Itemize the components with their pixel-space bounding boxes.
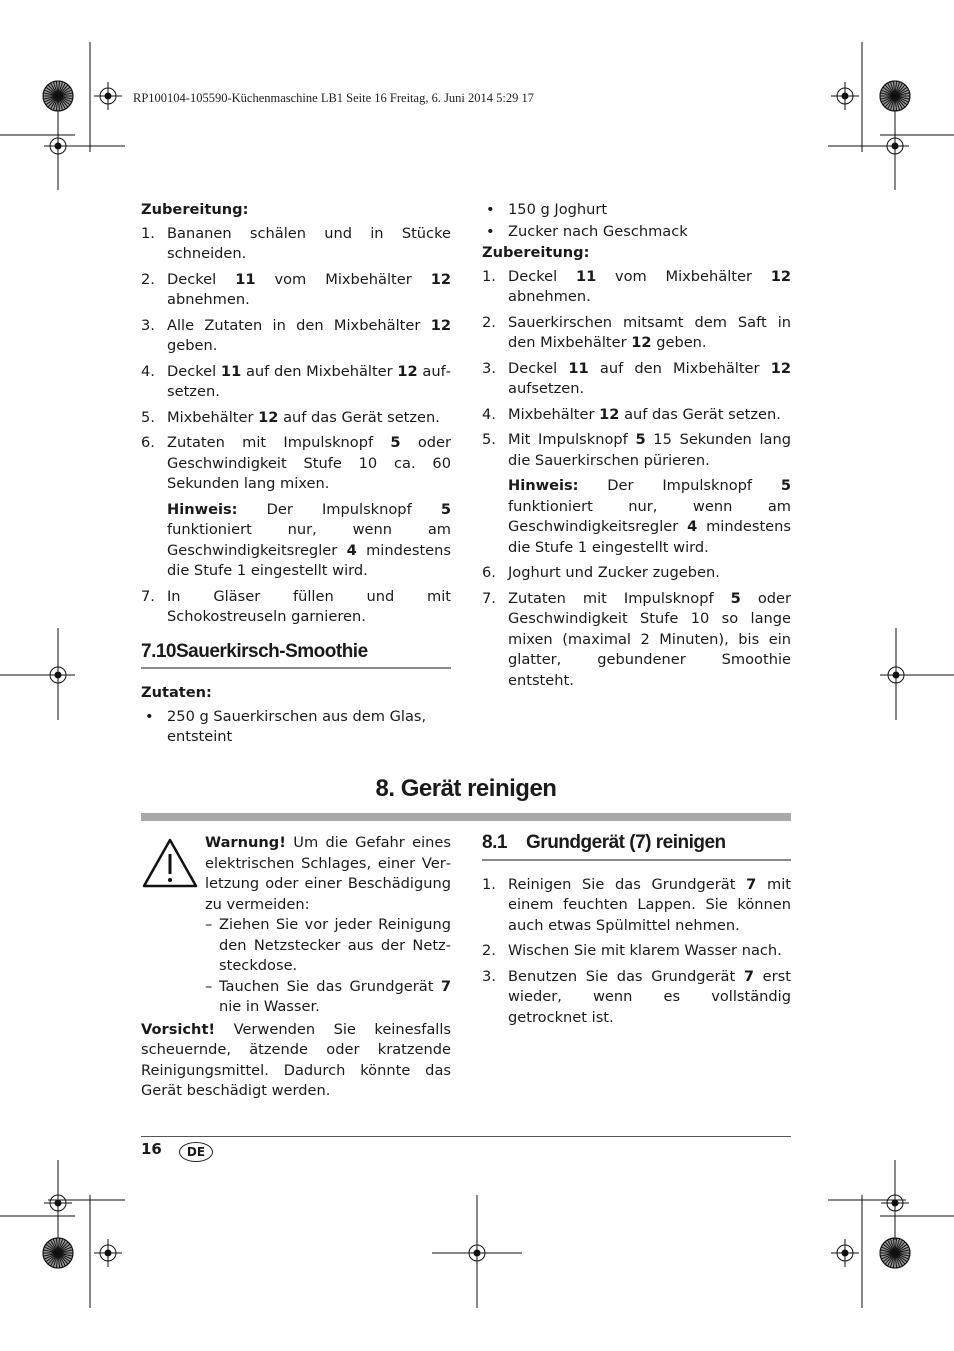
text-part: abnehmen. [508,288,591,305]
step-item [141,316,451,357]
text-part: Der Impulsknopf [237,500,441,518]
prep-title-left: Zubereitung: [141,201,249,218]
warning-item-text [219,978,451,1016]
ingredient-text: 150 g Joghurt [508,201,608,218]
part-number-ref: 12 [258,408,279,426]
registration-circle [55,143,61,149]
step-number: 7. [141,587,155,605]
step-number: 6. [141,434,155,451]
section-heading-7-10: 7.10Sauerkirsch-Smoothie [141,642,451,670]
language-badge: DE [179,1142,213,1162]
text-part: Mit Impulsknopf [508,431,636,448]
text-part: erst wieder, wenn es vollständig getrocknet ist. [508,967,791,1026]
text-part: auf den Mixbehälter [241,362,398,380]
step-number: 7. [482,589,496,607]
ingredient-text: Zucker nach Geschmack [508,222,688,240]
text-part: funktioniert nur, wenn am Geschwindigkeitsregler [508,497,791,535]
bullet-icon: • [486,222,495,240]
step-text [508,590,791,689]
prep-steps-right [482,267,791,472]
section-8-1 [482,833,791,1033]
text-part: geben. [167,337,218,354]
step-number: 1. [482,267,496,285]
step-text [508,876,791,934]
part-number-ref: 11 [568,359,589,377]
text-part: Ziehen Sie vor jeder Reinigung den Netzstecker aus der Netzsteckdose. [219,916,451,974]
step-item [482,875,791,937]
step-item [482,359,791,400]
ingredients-title: Zutaten: [141,684,212,701]
text-part: vom Mixbehälter [596,267,771,285]
text-part: mindestens die Stufe 1 eingestellt wird. [167,541,451,579]
step-text [508,968,791,1026]
warning-item [205,915,451,977]
note-label: Hinweis: [167,500,238,518]
dash-marker: – [205,977,213,995]
text-part: auf das Gerät setzen. [619,405,781,423]
text-part: Deckel [167,362,221,380]
note-label: Hinweis: [508,477,579,494]
step-number: 4. [482,405,496,423]
warning-items [205,915,451,1018]
text-part: oder Geschwindigkeit Stufe 10 so lange mixen (maximal 2 Minuten), bis ein glatter, gebundener Smoothie entsteht. [508,589,792,689]
registration-circle [105,1250,111,1256]
step-text: Wischen Sie mit klarem Wasser nach. [508,942,782,959]
text-part: auf das Gerät setzen. [278,408,440,426]
bullet-icon: • [486,201,495,218]
step-number: 4. [141,362,155,380]
step-text [508,360,791,398]
step-text [167,409,440,426]
part-number-ref: 11 [575,267,597,285]
text-part: aufsetzen. [508,380,585,397]
warning-triangle-icon [141,837,199,889]
print-slug: RP100104-105590-Küchenmaschine LB1 Seite 16 Freitag, 6. Juni 2014 5:29 17 [133,91,535,105]
text-part: Mixbehälter [508,405,600,423]
text-part: Zutaten mit Impulsknopf [508,589,731,607]
footer-rule [141,1136,791,1137]
text-part: aufsetzen. [167,362,451,400]
step-number: 1. [482,875,496,893]
text-part: 15 Sekunden lang die Sauerkirschen pürieren. [508,431,791,469]
step-number: 3. [482,967,496,985]
step-item [482,563,791,584]
text-part: Deckel [508,267,576,285]
step-item [482,941,791,962]
dash-marker: – [205,916,213,933]
step-text [508,431,791,469]
chapter-8 [141,775,791,821]
step-number: 5. [482,431,496,448]
step-item [482,967,791,1029]
part-number-ref: 4 [346,541,357,559]
text-part: geben. [651,334,707,351]
step-item [141,433,451,495]
text-part: Benutzen Sie das Grundgerät [508,967,744,985]
text-part: mit einem feuchten Lappen. Sie können auch etwas Spülmittel nehmen. [508,875,791,934]
text-part: Deckel [508,359,569,377]
step-number: 3. [482,359,496,377]
chapter-heading: 8. Gerät reinigen [375,775,557,802]
part-number-ref: 5 [440,500,451,518]
ingredient-item [482,200,791,221]
text-part: oder Geschwindigkeit Stufe 10 ca. 60 Sekunden lang mixen. [167,434,452,492]
ingredients-list-left [141,707,451,748]
text-part: funktioniert nur, wenn am Geschwindigkeitsregler [167,521,451,559]
part-number-ref: 12 [599,405,620,423]
step-item [482,267,791,308]
step-text: Bananen schälen und in Stücke schneiden. [167,224,451,262]
text-part: Sauerkirschen mitsamt dem Saft in den Mixbehälter [508,313,791,351]
part-number-ref: 11 [220,362,242,380]
caution-body: Verwenden Sie keinesfalls scheuernde, ätzende oder kratzende Reinigungsmittel. Dadurch könnte das Gerät beschädigt werden. [141,1020,451,1099]
part-number-ref: 5 [635,431,646,448]
part-number-ref: 12 [430,270,452,288]
step-text [508,406,781,423]
part-number-ref: 5 [780,477,791,494]
note-right [482,476,791,558]
step-item [482,405,791,426]
text-part: vom Mixbehälter [255,270,431,288]
part-number-ref: 4 [687,518,698,535]
text-part: Tauchen Sie das Grundgerät [219,977,441,995]
text-part: nie in Wasser. [219,998,320,1015]
ingredient-text: 250 g Sauerkirschen aus dem Glas, entsteint [167,707,427,745]
step-text: Joghurt und Zucker zugeben. [508,564,720,581]
prep-title-right: Zubereitung: [482,244,590,261]
step-item [141,224,451,265]
text-part: Reinigen Sie das Grundgerät [508,875,747,893]
part-number-ref: 12 [430,316,451,334]
ingredients-list-right [482,200,791,242]
section-heading-8-1: 8.1 Grundgerät (7) reinigen [482,833,791,861]
step-number: 2. [141,270,155,288]
part-number-ref: 5 [730,589,741,607]
warning-column [141,833,451,1102]
step-item [141,587,451,628]
step-item [141,270,451,311]
part-number-ref: 11 [235,270,256,288]
text-part: Der Impulsknopf [578,477,781,494]
page-number: 16 [141,1140,162,1158]
step-item [482,589,791,692]
prep-step-7-left [141,587,451,628]
part-number-ref: 7 [746,875,757,893]
note-left [141,500,451,582]
text-part: Mixbehälter [167,408,259,426]
prep-steps-left [141,224,451,495]
step-number: 3. [141,316,155,334]
part-number-ref: 12 [770,359,792,377]
text-part: Zutaten mit Impulsknopf [167,434,391,451]
warning-box [141,833,451,1018]
step-number: 6. [482,564,496,581]
warning-text [205,833,451,1018]
step-number: 5. [141,408,155,426]
warning-item-text [219,916,451,974]
step-item [482,313,791,354]
part-number-ref: 12 [770,267,792,285]
text-part: Deckel [167,270,236,288]
bullet-icon: • [145,707,154,725]
ingredient-item [482,222,791,243]
part-number-ref: 12 [397,362,418,380]
cleaning-steps [482,875,791,1029]
step-text [167,271,451,309]
step-number: 2. [482,313,496,331]
step-number: 1. [141,224,155,242]
warning-label: Warnung! [205,834,286,851]
step-item [141,362,451,403]
text-part: Alle Zutaten in den Mixbehälter [167,316,431,334]
prep-steps-right-after [482,563,791,691]
registration-circle [842,1250,848,1256]
step-text [508,314,791,352]
step-text [508,268,791,306]
part-number-ref: 5 [390,434,401,451]
warning-body: Um die Gefahr eines elektrischen Schlages, einer Verletzung oder einer Beschädigung zu vermeiden: [205,834,451,913]
step-text [167,363,451,401]
registration-circle [105,93,111,99]
part-number-ref: 12 [631,334,652,351]
part-number-ref: 7 [440,977,451,995]
step-text [167,317,451,355]
registration-circle [892,143,898,149]
right-column [482,200,791,696]
left-column [141,200,451,749]
text-part: mindestens die Stufe 1 eingestellt wird. [508,518,791,556]
step-text: In Gläser füllen und mit Schokostreuseln garnieren. [167,587,451,625]
text-part: abnehmen. [167,291,250,308]
step-number: 2. [482,942,496,959]
ingredient-item [141,707,451,748]
step-text [167,434,451,492]
part-number-ref: 7 [743,967,755,985]
caution-label: Vorsicht! [141,1020,216,1038]
step-item [141,408,451,429]
chapter-bar [141,813,791,821]
caution-text [141,1020,451,1102]
step-item [482,430,791,471]
registration-circle [842,93,848,99]
text-part: auf den Mixbehälter [588,359,771,377]
warning-item [205,977,451,1018]
